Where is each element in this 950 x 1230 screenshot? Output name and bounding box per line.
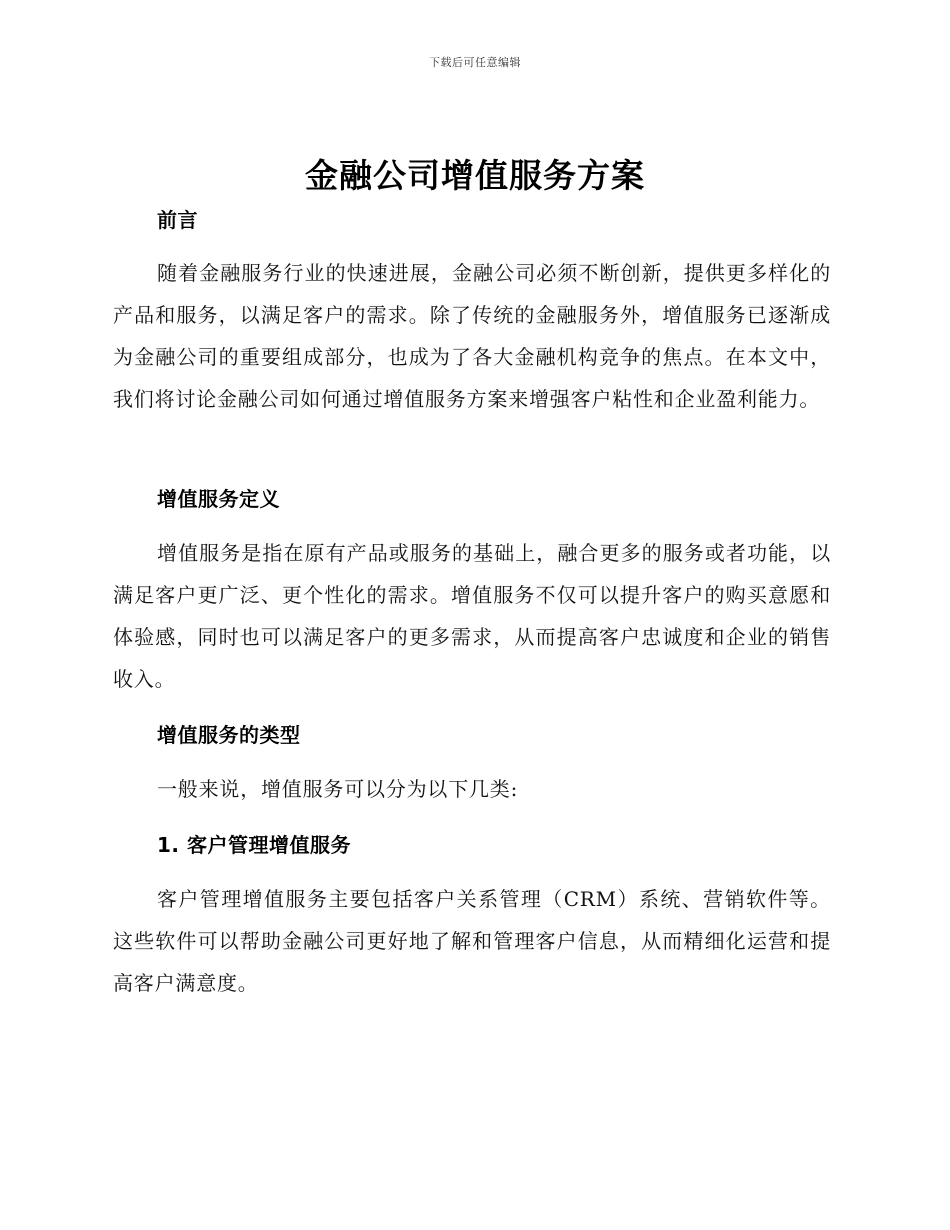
paragraph-preface: 随着金融服务行业的快速进展，金融公司必须不断创新，提供更多样化的产品和服务，以满足客户的需求。除了传统的金融服务外，增值服务已逐渐成为金融公司的重要组成部分，也成为了各大金融机构竞争的焦点。在本文中，我们将讨论金融公司如何通过增值服务方案来增强客户粘性和企业盈利能力。 <box>113 261 831 411</box>
page-header: 下载后可任意编辑 <box>429 56 521 69</box>
paragraph-definition: 增值服务是指在原有产品或服务的基础上，融合更多的服务或者功能，以满足客户更广泛、更个性化的需求。增值服务不仅可以提升客户的购买意愿和体验感，同时也可以满足客户的更多需求，从而提高客户忠诚度和企业的销售收入。 <box>113 541 831 691</box>
paragraph-types-intro: 一般来说，增值服务可以分为以下几类: <box>157 777 519 801</box>
section-heading-crm: 1. 客户管理增值服务 <box>157 833 351 857</box>
section-heading-definition: 增值服务定义 <box>157 487 280 511</box>
document-title: 金融公司增值服务方案 <box>305 156 645 195</box>
section-heading-types: 增值服务的类型 <box>157 723 301 747</box>
section-heading-preface: 前言 <box>157 208 198 232</box>
paragraph-crm: 客户管理增值服务主要包括客户关系管理（CRM）系统、营销软件等。这些软件可以帮助金融公司更好地了解和管理客户信息，从而精细化运营和提高客户满意度。 <box>113 887 831 995</box>
